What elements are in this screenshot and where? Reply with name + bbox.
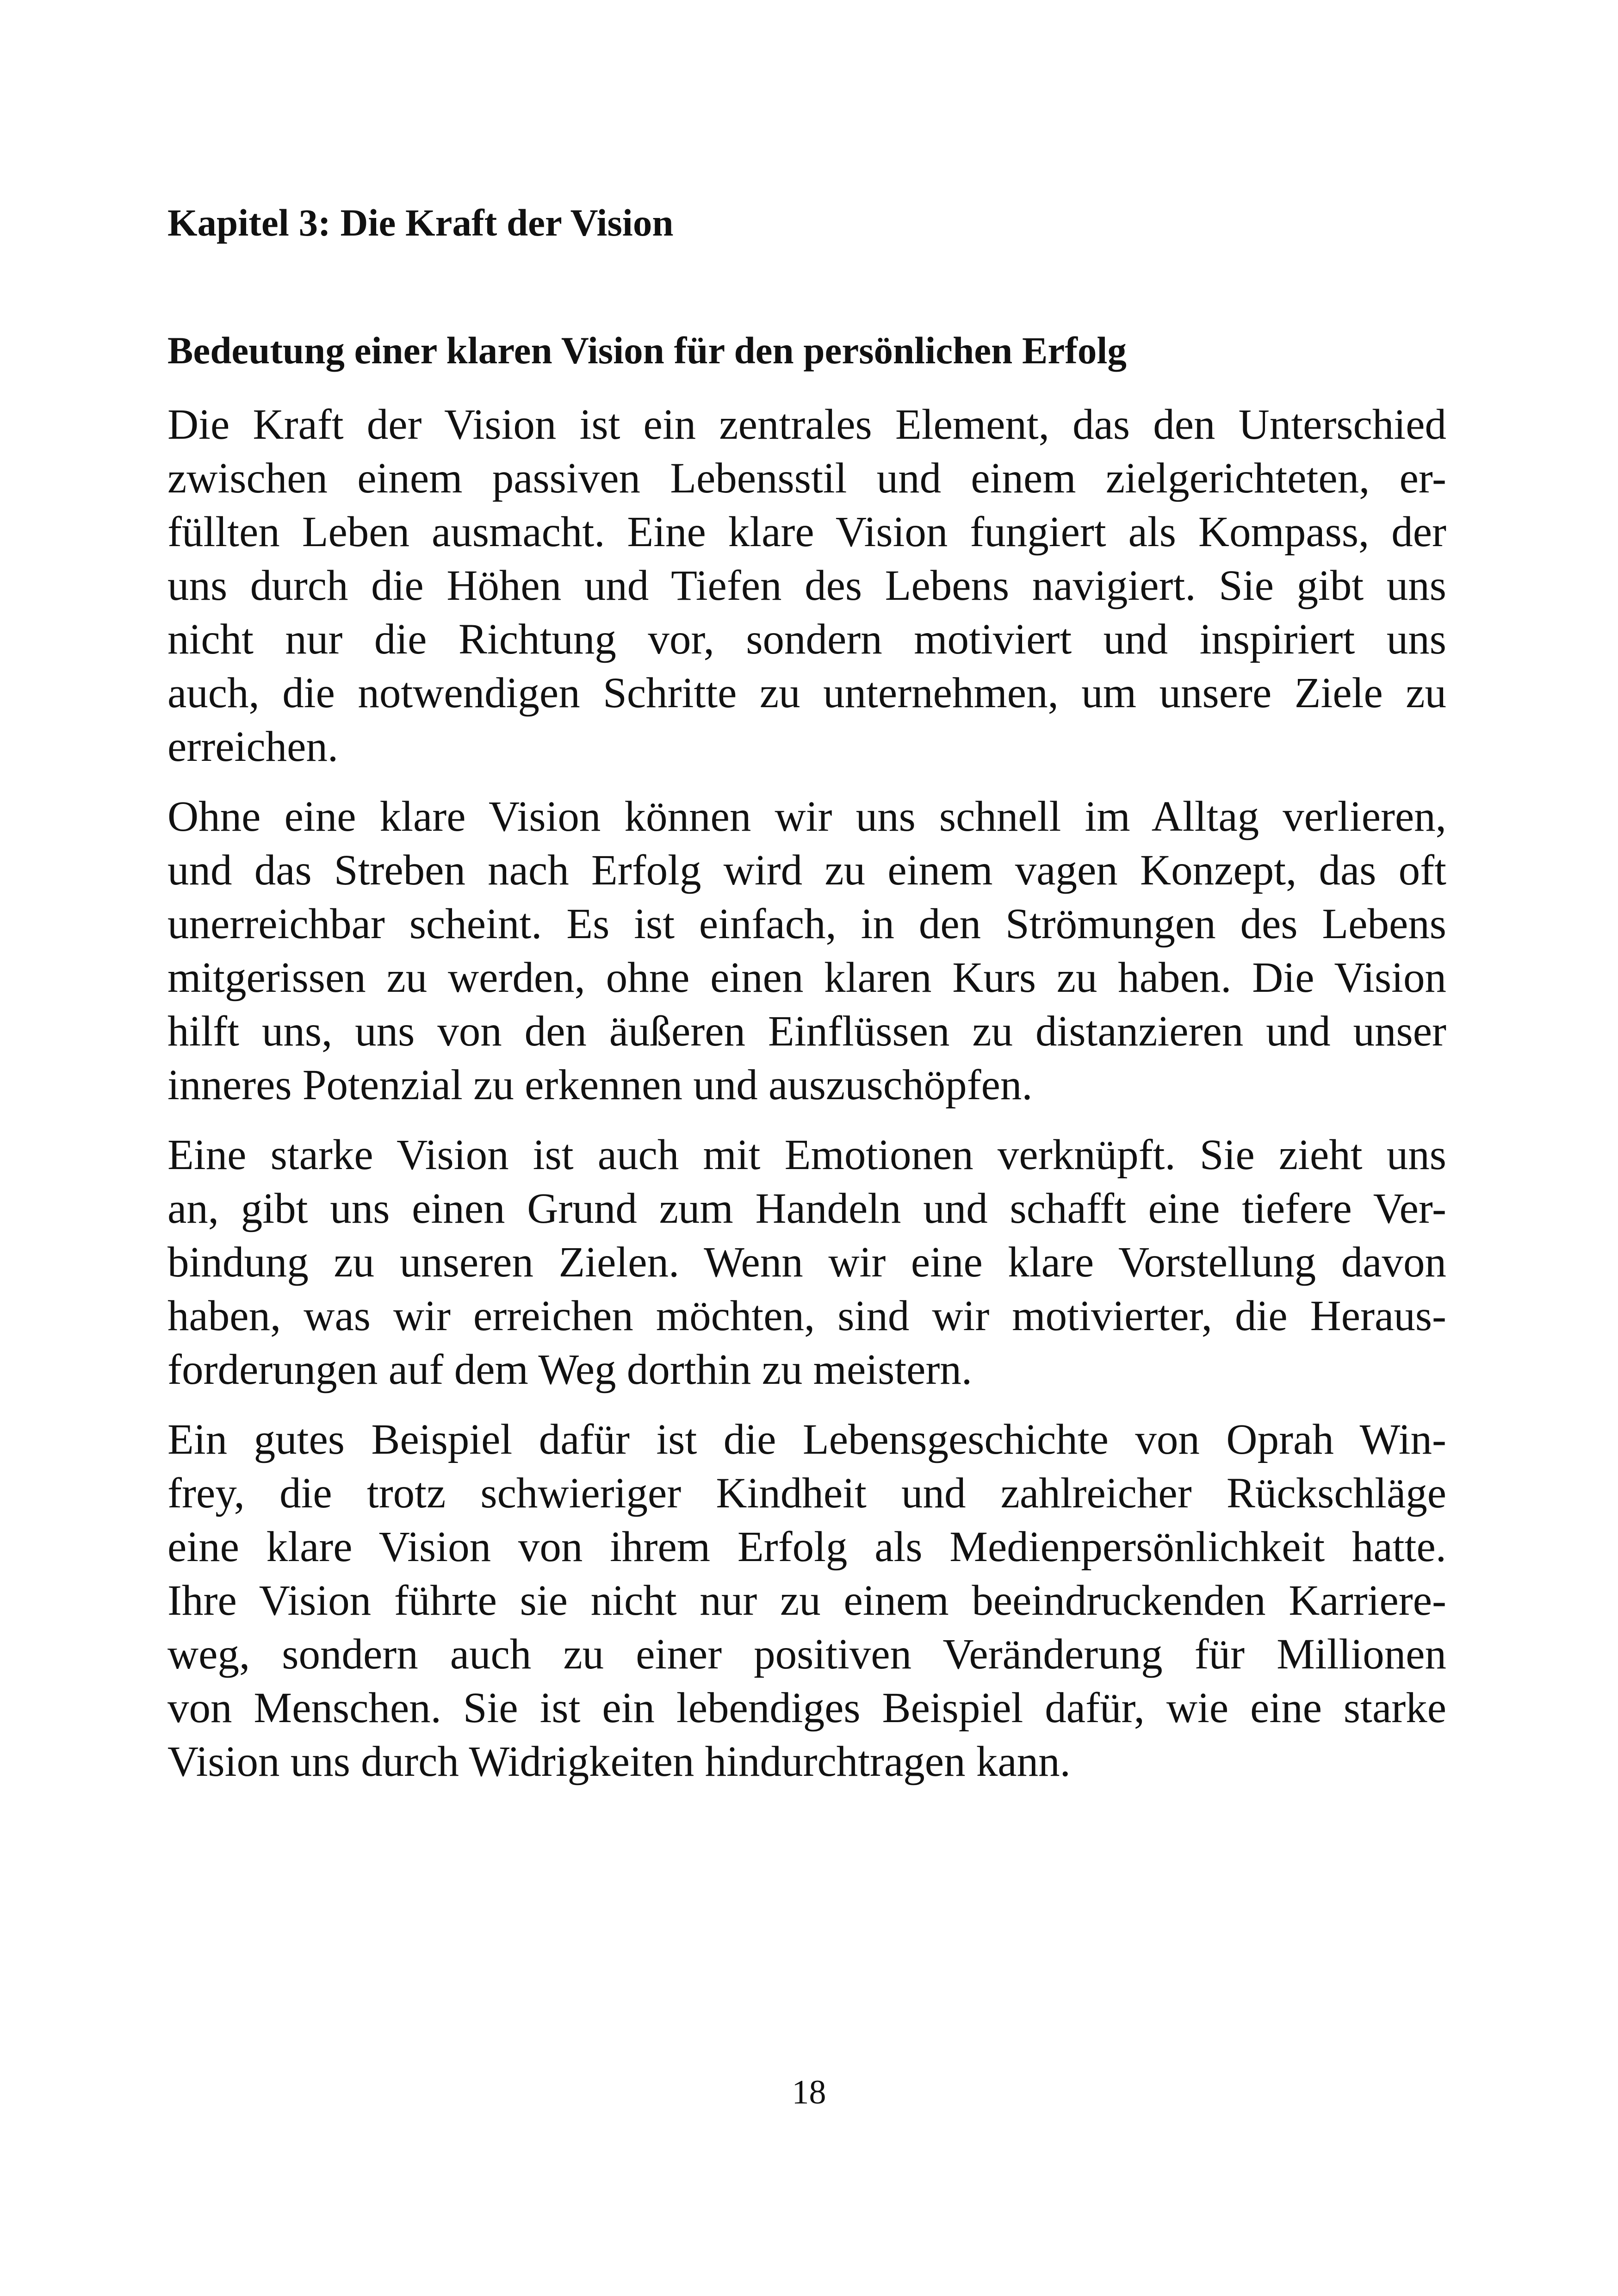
text-line: mitgerissen zu werden, ohne einen klaren Kurs zu haben. Die Vision — [167, 954, 1446, 1002]
paragraph — [167, 1413, 1446, 1789]
text-line: Ohne eine klare Vision können wir uns schnell im Alltag verlieren, — [167, 793, 1446, 840]
text-line: Die Kraft der Vision ist ein zentrales Element, das den Unterschied — [167, 401, 1446, 448]
chapter-title: Kapitel 3: Die Kraft der Vision — [167, 201, 674, 244]
text-line: weg, sondern auch zu einer positiven Veränderung für Millionen — [167, 1630, 1446, 1678]
text-line: hilft uns, uns von den äußeren Einflüssen zu distanzieren und unser — [167, 1008, 1446, 1055]
text-line: unerreichbar scheint. Es ist einfach, in den Strömungen des Lebens — [167, 900, 1446, 948]
text-line: zwischen einem passiven Lebensstil und einem zielgerichteten, er- — [167, 454, 1446, 502]
text-line: bindung zu unseren Zielen. Wenn wir eine klare Vorstellung davon — [167, 1238, 1446, 1286]
text-line: Eine starke Vision ist auch mit Emotionen verknüpft. Sie zieht uns — [167, 1131, 1446, 1179]
text-line: haben, was wir erreichen möchten, sind wir motivierter, die Heraus- — [167, 1292, 1446, 1340]
text-line: Vision uns durch Widrigkeiten hindurchtragen kann. — [167, 1738, 1071, 1786]
text-line: forderungen auf dem Weg dorthin zu meistern. — [167, 1346, 973, 1394]
text-line: und das Streben nach Erfolg wird zu einem vagen Konzept, das oft — [167, 846, 1446, 894]
text-line: eine klare Vision von ihrem Erfolg als Medienpersönlichkeit hatte. — [167, 1523, 1446, 1571]
text-line: inneres Potenzial zu erkennen und auszuschöpfen. — [167, 1061, 1033, 1109]
text-line: Ihre Vision führte sie nicht nur zu einem beeindruckenden Karriere- — [167, 1577, 1446, 1624]
text-line: frey, die trotz schwieriger Kindheit und zahlreicher Rückschläge — [167, 1469, 1446, 1517]
paragraph — [167, 1128, 1446, 1397]
text-line: Ein gutes Beispiel dafür ist die Lebensgeschichte von Oprah Win- — [167, 1416, 1446, 1463]
text-line: an, gibt uns einen Grund zum Handeln und schafft eine tiefere Ver- — [167, 1185, 1446, 1232]
page-number: 18 — [792, 2073, 826, 2111]
text-line: uns durch die Höhen und Tiefen des Lebens navigiert. Sie gibt uns — [167, 562, 1446, 610]
text-line: nicht nur die Richtung vor, sondern motiviert und inspiriert uns — [167, 616, 1446, 663]
paragraph — [167, 790, 1446, 1112]
text-line: auch, die notwendigen Schritte zu unternehmen, um unsere Ziele zu — [167, 669, 1446, 717]
text-line: erreichen. — [167, 723, 339, 771]
text-line: füllten Leben ausmacht. Eine klare Vision fungiert als Kompass, der — [167, 508, 1446, 556]
section-title: Bedeutung einer klaren Vision für den persönlichen Erfolg — [167, 329, 1127, 372]
body-text — [167, 398, 1446, 1805]
paragraph — [167, 398, 1446, 774]
text-line: von Menschen. Sie ist ein lebendiges Beispiel dafür, wie eine starke — [167, 1684, 1446, 1732]
